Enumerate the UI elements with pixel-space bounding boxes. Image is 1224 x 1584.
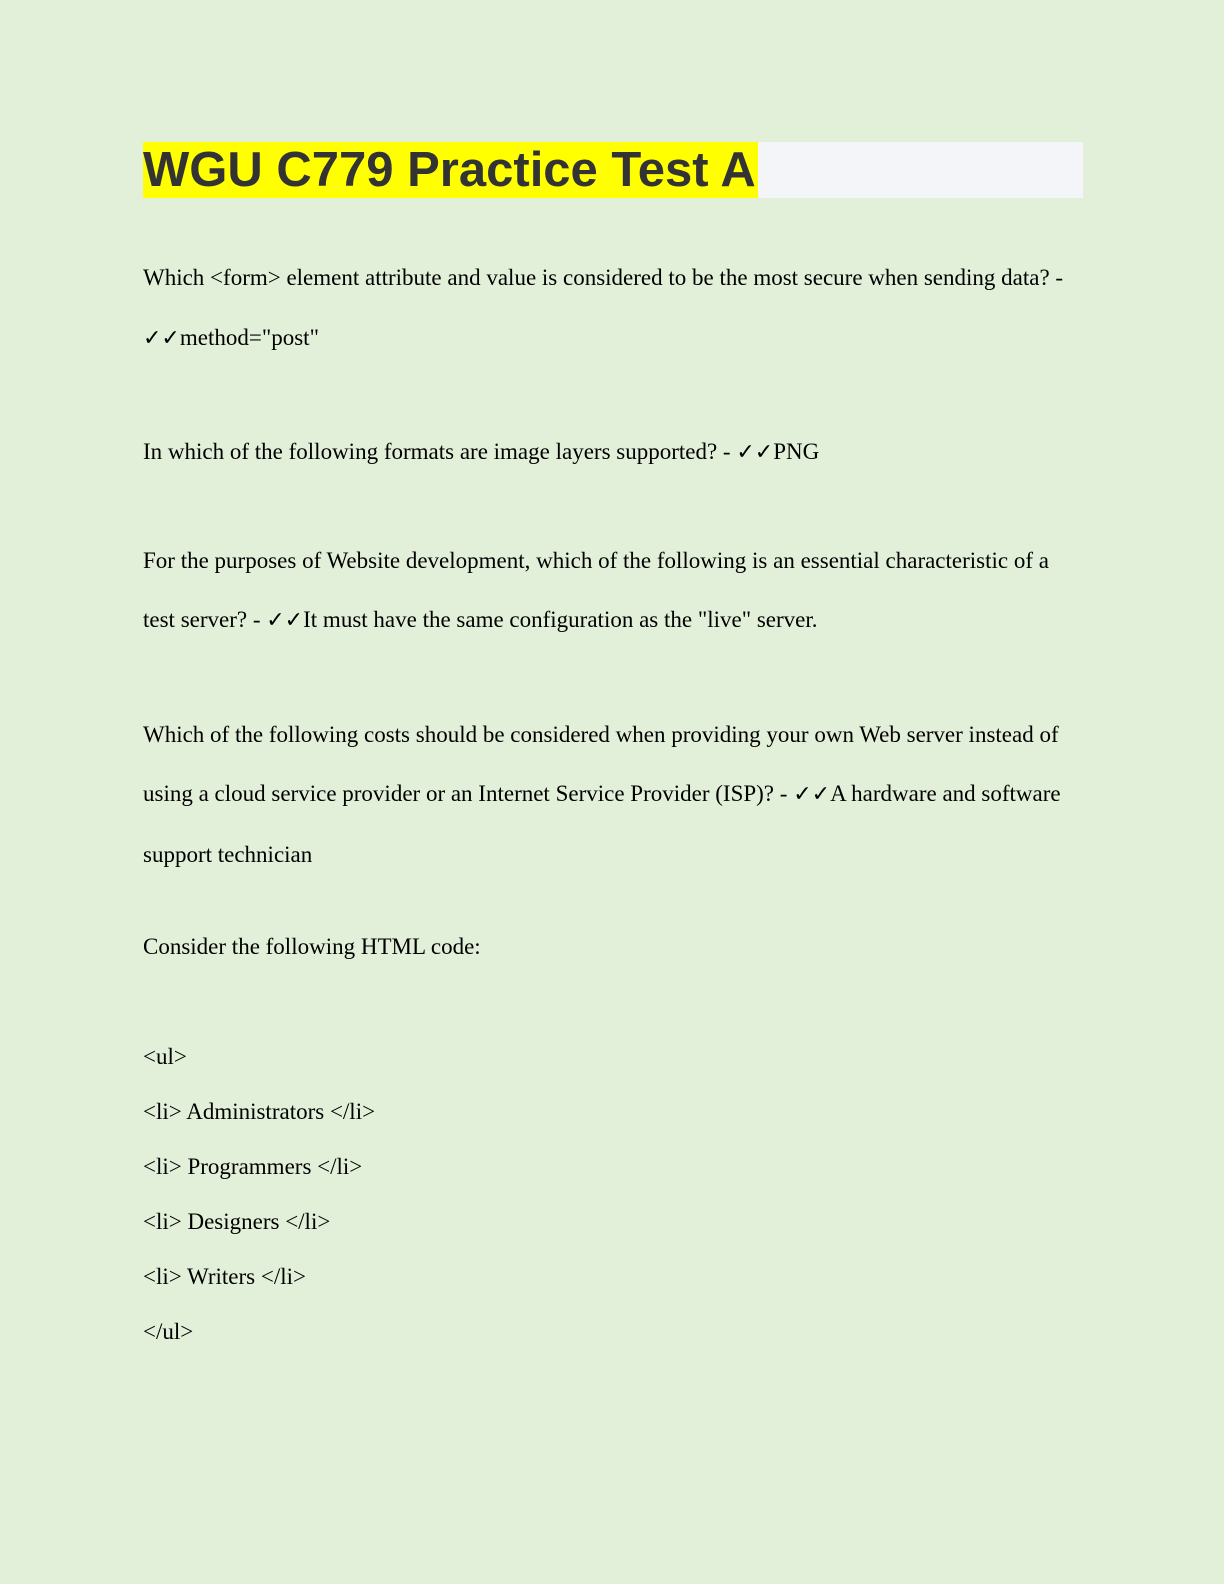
question-text: Which of the following costs should be considered when providing your own Web server instead of using a cloud service provider or an Internet Service Provider (ISP)? -: [143, 721, 1059, 806]
code-line: <li> Administrators </li>: [143, 1099, 376, 1124]
check-mark-icon: ✓✓: [143, 325, 180, 351]
page-title: WGU C779 Practice Test A: [143, 143, 756, 197]
code-line: </ul>: [143, 1319, 194, 1344]
answer-text: It must have the same configuration as the "live" server.: [303, 607, 818, 632]
code-block: [143, 1042, 1083, 1347]
qa-item: [143, 705, 1083, 885]
answer-text: A hardware and software support technician: [143, 781, 1061, 867]
check-mark-icon: ✓✓: [736, 440, 774, 465]
question-text: Which <form> element attribute and value is considered to be the most secure when sending data? -: [143, 265, 1064, 290]
qa-item: [143, 248, 1083, 368]
qa-list: [143, 248, 1083, 884]
check-mark-icon: ✓✓: [793, 782, 831, 807]
title-bar: [143, 142, 1083, 198]
code-line: <ul>: [143, 1044, 187, 1069]
qa-item: [143, 422, 1083, 483]
answer-text: PNG: [773, 439, 820, 464]
code-line: <li> Designers </li>: [143, 1209, 331, 1234]
qa-item: [143, 531, 1083, 651]
answer-text: method="post": [179, 324, 319, 350]
document-page: [143, 142, 1083, 1372]
code-line: <li> Programmers </li>: [143, 1154, 363, 1179]
code-line: <li> Writers </li>: [143, 1264, 306, 1289]
question-text: In which of the following formats are image layers supported? -: [143, 439, 737, 464]
question-text: For the purposes of Website development, which of the following is an essential characteristic of a test server? -: [143, 547, 1049, 632]
code-intro-text: Consider the following HTML code:: [143, 934, 481, 959]
check-mark-icon: ✓✓: [266, 608, 304, 633]
